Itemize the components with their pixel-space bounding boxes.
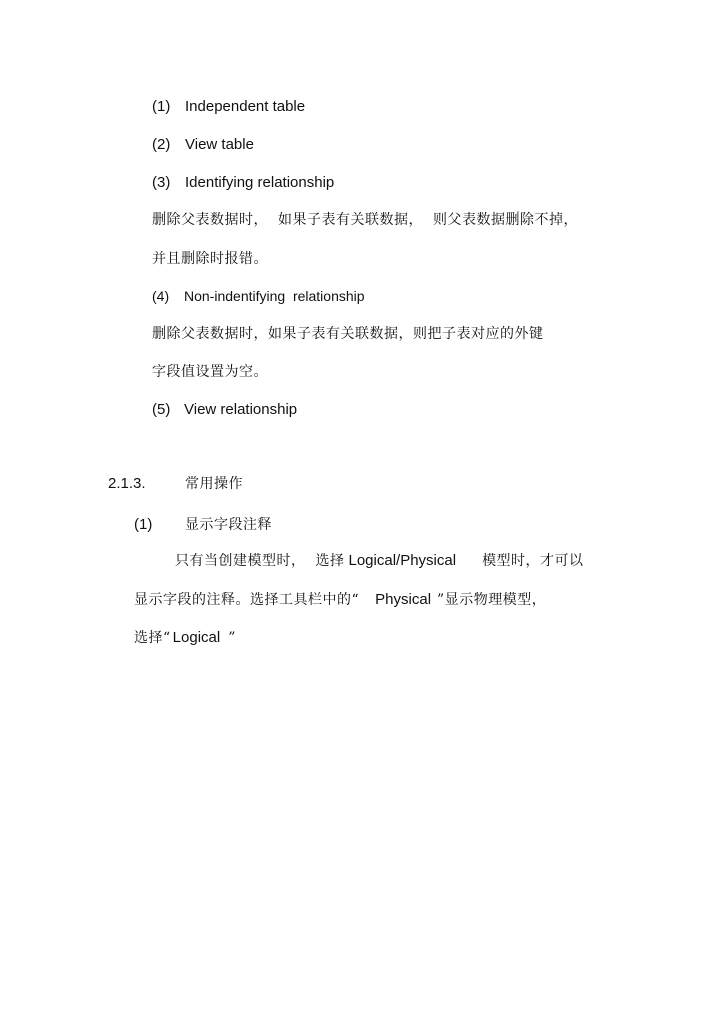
text-segment: 显示字段的注释。选择工具栏中的“ (134, 592, 360, 608)
item-text: Identifying relationship (185, 174, 335, 191)
text-segment: 选择“ (134, 630, 171, 646)
item-number: (2) (152, 136, 171, 153)
item-number: (3) (152, 174, 171, 191)
item-number: (1) (152, 98, 171, 115)
text-segment: 则父表数据删除不掉， (433, 212, 578, 228)
text-segment: 选择 (315, 553, 345, 569)
text-segment: 删除父表数据时， (152, 212, 268, 228)
text-segment: 只有当创建模型时， (175, 553, 306, 569)
subsection-title: 显示字段注释 (185, 517, 272, 533)
identifying-desc-line-2: 并且删除时报错。 (152, 251, 268, 267)
list-item-2 (152, 135, 254, 155)
section-heading (108, 474, 243, 494)
text-segment: ” (228, 630, 236, 646)
section-title: 常用操作 (185, 476, 243, 492)
section-number: 2.1.3. (108, 475, 146, 492)
subsection-heading (134, 515, 272, 535)
list-item-4 (152, 286, 365, 306)
body-line-1 (175, 551, 584, 571)
text-segment: ”显示物理模型， (437, 592, 547, 608)
nonidentifying-desc-line-1: 删除父表数据时，如果子表有关联数据，则把子表对应的外键 (152, 326, 544, 342)
nonidentifying-desc-line-2: 字段值设置为空。 (152, 364, 268, 380)
text-segment: Logical (172, 629, 221, 646)
item-text: View relationship (184, 401, 298, 418)
item-text: View table (185, 136, 254, 153)
item-text: Independent table (185, 98, 306, 115)
text-segment: 如果子表有关联数据， (278, 212, 423, 228)
identifying-desc-line-1 (152, 210, 578, 230)
text-segment: Physical (375, 591, 432, 608)
item-number: (4) (152, 288, 170, 304)
subsection-number: (1) (134, 516, 153, 533)
list-item-5 (152, 400, 297, 420)
list-item-1 (152, 97, 305, 117)
item-text: Non-indentifying relationship (184, 288, 365, 304)
item-number: (5) (152, 401, 171, 418)
list-item-3 (152, 173, 334, 193)
body-line-2 (134, 590, 546, 610)
text-segment: 模型时，才可以 (482, 553, 584, 569)
body-line-3 (134, 628, 236, 648)
text-segment: Logical/Physical (348, 552, 457, 569)
